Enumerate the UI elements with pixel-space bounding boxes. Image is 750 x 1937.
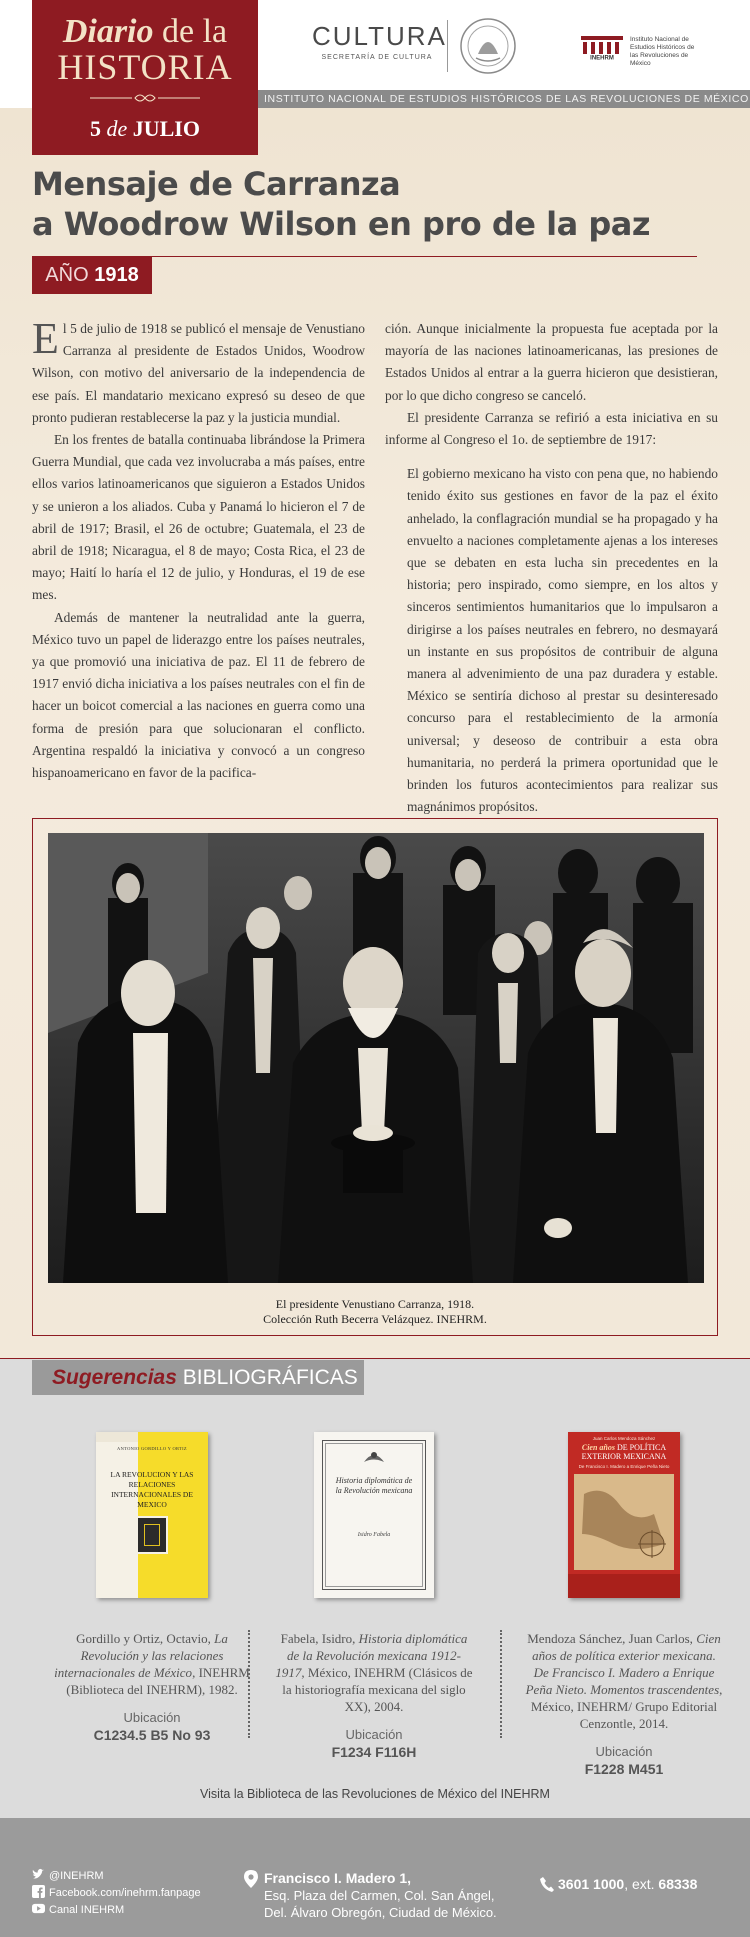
drop-cap: E: [32, 314, 59, 363]
masthead-date: 5 de JULIO: [89, 116, 200, 141]
article-column-left: [32, 314, 365, 784]
dotted-divider: [500, 1630, 502, 1738]
cultura-logo[interactable]: CULTURA SECRETARÍA DE CULTURA: [312, 21, 447, 61]
location-label: Ubicación: [345, 1727, 403, 1742]
inehrm-building-icon: [580, 34, 624, 60]
call-number: F1228 M451: [584, 1761, 664, 1777]
year-badge: AÑO 1918: [32, 256, 152, 294]
book-card[interactable]: [524, 1432, 724, 1777]
book-reference: Mendoza Sánchez, Juan Carlos, Cien años de política exterior mexicana. De Francisco I. Madero a Enrique Peña Nieto. Momentos trascendentes, México, INEHRM/ Grupo Editorial Cenzontle, 2014.: [525, 1631, 723, 1731]
article-title: Mensaje de Carranza a Woodrow Wilson en pro de la paz: [32, 165, 650, 243]
article-column-right: [385, 318, 718, 818]
masthead-line2: HISTORIA: [57, 47, 233, 87]
location-label: Ubicación: [595, 1744, 653, 1759]
book-cover-2[interactable]: Historia diplomática de la Revolución mexicana Isidro Fabela: [314, 1432, 434, 1598]
ornament-icon: [90, 91, 200, 105]
location-pin-icon: [244, 1870, 258, 1888]
map-icon: [574, 1474, 674, 1570]
phone-icon: [540, 1876, 554, 1892]
masthead: [32, 0, 258, 155]
book-cover-3[interactable]: Juan Carlos Mendoza Sánchez Cien años DE POLÍTICA EXTERIOR MEXICANA De Francisco I. Madero a Enrique Peña Nieto: [568, 1432, 680, 1598]
inehrm-logo[interactable]: INEHRM Instituto Nacional de Estudios Históricos de las Revoluciones de México: [580, 32, 700, 62]
book-cover-1[interactable]: ANTONIO GORDILLO Y ORTIZ LA REVOLUCION Y LAS RELACIONES INTERNACIONALES DE MEXICO: [96, 1432, 208, 1598]
book-card[interactable]: [52, 1432, 252, 1743]
logo-divider: [447, 20, 448, 72]
svg-text:INEHRM: INEHRM: [590, 55, 614, 60]
facebook-link[interactable]: Facebook.com/inehrm.fanpage: [32, 1885, 201, 1900]
twitter-link[interactable]: @INEHRM: [32, 1868, 104, 1883]
paragraph-5: El presidente Carranza se refirió a esta iniciativa en su informe al Congreso el 1o. de septiembre de 1917:: [385, 409, 718, 448]
suggestions-heading: Sugerencias BIBLIOGRÁFICAS: [32, 1360, 364, 1395]
call-number: C1234.5 B5 No 93: [93, 1727, 211, 1743]
section-rule: [0, 1358, 750, 1359]
phone-number[interactable]: 3601 1000, ext. 68338: [558, 1876, 698, 1892]
call-number: F1234 F116H: [331, 1744, 417, 1760]
youtube-link[interactable]: Canal INEHRM: [32, 1902, 124, 1917]
youtube-icon: [32, 1902, 45, 1915]
photo-frame: [32, 818, 718, 1336]
paragraph-4: ción. Aunque inicialmente la propuesta fue aceptada por la mayoría de las naciones latinoamericanas, las presiones de Estados Unidos al entrar a la guerra hicieron que desistieran, por lo que dicho congreso se canceló.: [385, 321, 718, 403]
masthead-line1: Diario de la: [62, 13, 228, 50]
address: Francisco I. Madero 1, Esq. Plaza del Carmen, Col. San Ángel, Del. Álvaro Obregón, Ciudad de México.: [264, 1870, 497, 1920]
dotted-divider: [248, 1630, 250, 1738]
historic-photo: [48, 833, 704, 1283]
paragraph-1: El 5 de julio de 1918 se publicó el mensaje de Venustiano Carranza al presidente de Estados Unidos, Woodrow Wilson, con motivo del aniversario de la independencia de ese país. El mandatario mexicano expresó su deseo de que pronto pudieran restablecerse la paz y la justicia mundial.: [32, 314, 365, 425]
book-card[interactable]: [274, 1432, 474, 1760]
national-seal-icon: [458, 16, 518, 76]
photo-caption: El presidente Venustiano Carranza, 1918. Colección Ruth Becerra Velázquez. INEHRM.: [263, 1297, 487, 1326]
paragraph-2: En los frentes de batalla continuaba librándose la Primera Guerra Mundial, que cada vez involucraba a más países, entre ellos varios latinoamericanos que siguieron a Estados Unidos y se unieron a los aliados. Cuba y Panamá lo hicieron el 7 de abril de 1917; Brasil, el 26 de octubre; Guatemala, el 23 de abril de 1918; Nicaragua, el 8 de mayo; Costa Rica, el 23 de mayo; Haití lo haría el 12 de julio, y Honduras, el 19 de ese mes.: [32, 432, 365, 603]
book-reference: Fabela, Isidro, Historia diplomática de la Revolución mexicana 1912-1917, México, INEHRM (Clásicos de la historiografía mexicana del siglo XX), 2004.: [275, 1631, 473, 1714]
twitter-icon: [32, 1868, 45, 1881]
location-label: Ubicación: [123, 1710, 181, 1725]
eagle-icon: [362, 1448, 386, 1468]
library-visit-note: Visita la Biblioteca de las Revoluciones de México del INEHRM: [200, 1787, 550, 1801]
facebook-icon: [32, 1885, 45, 1898]
institute-strip: INSTITUTO NACIONAL DE ESTUDIOS HISTÓRICOS DE LAS REVOLUCIONES DE MÉXICO: [258, 90, 750, 108]
quote-block: El gobierno mexicano ha visto con pena que, no habiendo tenido éxito sus gestiones en favor de la paz el éxito anhelado, la conflagración mundial se ha propagado y ha envuelto a naciones completamente ajenas a los intereses que se debaten en esta lucha sin precedentes en la historia; pero inspirado, como siempre, en los altos y sinceros sentimientos humanitarios que lo impulsaron a dirigirse a los países neutrales en febrero, no desmayará un instante en sus propósitos de contribuir de alguna manera al advenimiento de una paz duradera y estable. México se sentiría dichoso al prestar su desinteresado concurso para el restablecimiento de la armonía universal; y deseoso de contribuir a esta obra humanitaria, no perderá la primera oportunidad que le brinden los futuros acontecimientos para realizar sus magnánimos propósitos.: [407, 466, 718, 815]
footer: [0, 1818, 750, 1937]
book-reference: Gordillo y Ortiz, Octavio, La Revolución y las relaciones internacionales de México, INEHRM (Biblioteca del INEHRM), 1982.: [54, 1631, 250, 1697]
paragraph-3: Además de mantener la neutralidad ante la guerra, México tuvo un papel de liderazgo entre los países neutrales, ya que promovió una iniciativa de paz. El 11 de febrero de 1917 envió dicha iniciativa a los países neutrales con el fin de hacer un boicot comercial a las naciones en guerra como una forma de presión para que solucionaran el conflicto. Argentina respaldó la iniciativa y convocó a un congreso hispanoamericano en favor de la pacifica-: [32, 609, 365, 781]
